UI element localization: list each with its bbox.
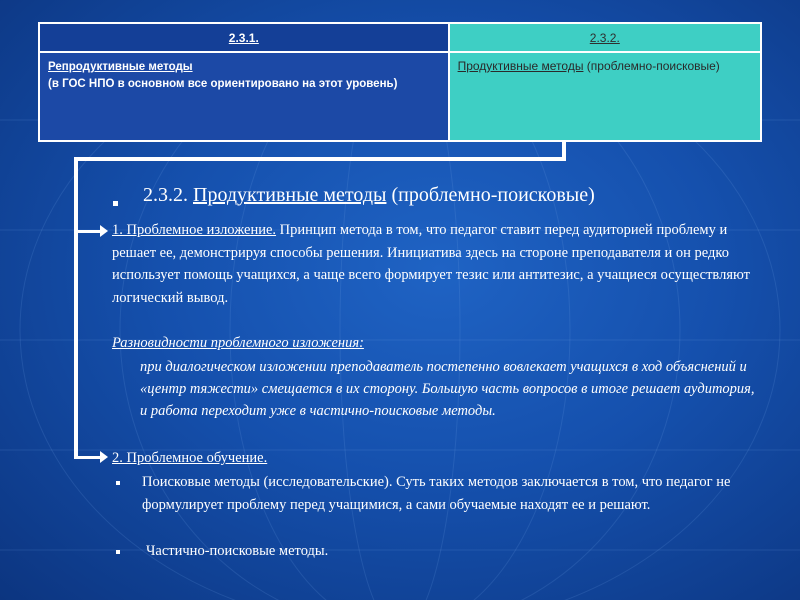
col2-title: Продуктивные методы <box>457 59 584 73</box>
col1-note: (в ГОС НПО в основном все ориентировано на этот уровень) <box>48 77 398 90</box>
heading-underlined: Продуктивные методы <box>193 184 387 206</box>
bullet-item-1: Поисковые методы (исследовательские). Суть таких методов заключается в том, что педагог не формулирует проблему перед учащимися, а сами обучаемые находят ее и решают. <box>142 474 731 513</box>
col2-note: (проблемно-поисковые) <box>586 59 720 73</box>
item2-paragraph <box>112 447 762 470</box>
item1-paragraph <box>112 219 762 309</box>
bullet-item-2: Частично-поисковые методы. <box>146 543 329 559</box>
varieties-title-block <box>112 332 762 355</box>
heading-prefix: 2.3.2. <box>143 184 188 206</box>
heading-rest: (проблемно-поисковые) <box>391 184 595 206</box>
col2-header: 2.3.2. <box>589 31 620 45</box>
item2-label: 2. Проблемное обучение. <box>112 450 268 466</box>
col1-title: Репродуктивные методы <box>48 61 193 73</box>
item1-label: 1. Проблемное изложение. <box>112 222 277 238</box>
varieties-title: Разновидности проблемного изложения: <box>112 335 364 351</box>
varieties-text: при диалогическом изложении преподаватель постепенно вовлекает учащихся в ход объяснений и «центр тяжести» смещается в их сторону. Большую часть вопросов в итоге решает аудитория, и работа переходит уже в частично-поисковые методы. <box>140 359 755 419</box>
col1-header: 2.3.1. <box>228 31 259 45</box>
item1-text: Принцип метода в том, что педагог ставит перед аудиторией проблему и решает ее, демонстрируя способы решения. Инициатива здесь на стороне преподавателя и он редко использует помощь учащихся, а чаще всего формирует тезис или антитезис, а учащиеся осуществляют логический вывод. <box>112 222 750 306</box>
slide-heading <box>143 184 595 207</box>
bullet-icon <box>113 201 118 206</box>
bullet-icon <box>116 481 120 485</box>
bullet-icon <box>116 550 120 554</box>
